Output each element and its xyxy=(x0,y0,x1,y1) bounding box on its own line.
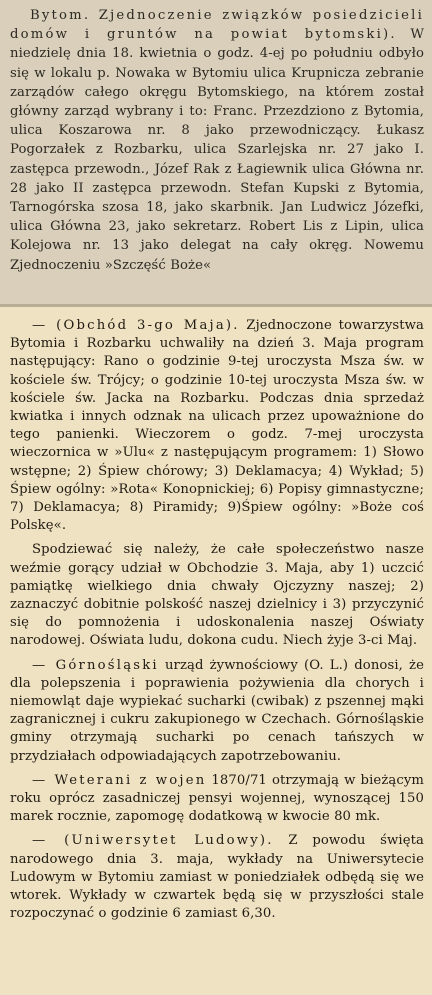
article-lead: Bytom. Zjednoczenie związków posiedzicieli domów i gruntów na powiat bytomski). xyxy=(10,8,424,43)
article-lead: — Górnośląski xyxy=(32,657,159,673)
article-may-3-appeal xyxy=(10,541,424,650)
article-lead: — Weterani z wojen xyxy=(32,772,207,788)
article-lead: — (Uniwersytet Ludowy). xyxy=(32,833,274,849)
clipping-bytom-union xyxy=(0,0,432,307)
article-body: 1870/71 otrzymają w bieżącym roku oprócz zasadniczej pensyi wojennej, wynoszącej 150 marek rocznie, zapomogę dodatkową w kwocie 80 mk. xyxy=(10,772,424,825)
article-body: W niedzielę dnia 18. kwietnia o godz. 4-ej po południu odbyło się w lokalu p. Nowaka w Bytomiu ulica Krupnicza zebranie zarządów całego okręgu Bytomskiego, na którem został główny zarząd wybrany i to: Franc. Przezdziono z Bytomia, ulica Koszarowa nr. 8 jako przewodniczący. Łukasz Pogorzałek z Rozbarku, ulica Szarlejska nr. 27 jako I. zastępca przewodn., Józef Rak z Łagiewnik ulica Główna nr. 28 jako II zastępca przewodn. Stefan Kupski z Bytomia, Tarnogórska szosa 18, jako skarbnik. Jan Ludwicz Józefki, ulica Główna 23, jako sekretarz. Robert Lis z Lipin, ulica Kolejowa nr. 13 jako delegat na cały okręg. Nowemu Zjednoczeniu »Szczęść Boże« xyxy=(10,27,424,273)
article-food-office xyxy=(10,657,424,766)
article-body: urząd żywnościowy (O. L.) donosi, że dla polepszenia i poprawienia pożywienia dla chorych i niemowląt daje wypiekać sucharki (cwibak) z pszennej mąki zagranicznej i cukru zakupionego w Czechach. Górnośląskie gminy otrzymają sucharki po cenach tańszych w przydziałach odpowiadających zapotrzebowaniu. xyxy=(10,657,425,764)
article-body: Z powodu święta narodowego dnia 3. maja, wykłady na Uniwersytecie Ludowym w Bytomiu zamiast w poniedziałek odbędą się we wtorek. Wykłady w czwartek będą się w przyszłości stale rozpoczynać o godzinie 6 zamiast 6,30. xyxy=(10,833,424,922)
article-body: Zjednoczone towarzystwa Bytomia i Rozbarku uchwaliły na dzień 3. Maja program następujący: Rano o godzinie 9-tej uroczysta Msza św. w kościele św. Trójcy; o godzinie 10-tej uroczysta Msza św. w kościele św. Jacka na Rozbarku. Podczas dnia sprzedaż kwiatka i innych odznak na ulicach przez upoważnione do tego panienki. Wieczorem o godz. 7-mej uroczysta wieczornica w »Ulu« z następującym programem: 1) Słowo wstępne; 2) Śpiew chórowy; 3) Deklamacya; 4) Wykład; 5) Śpiew ogólny: »Rota« Konopnickiej; 6) Popisy gimnastyczne; 7) Deklamacya; 8) Piramidy; 9)Śpiew ogólny: »Boże coś Polskę«. xyxy=(10,318,424,534)
article-veterans xyxy=(10,772,424,827)
article-peoples-university xyxy=(10,832,424,923)
article-bytom-union xyxy=(10,6,424,275)
article-lead: — (Obchód 3-go Maja). xyxy=(32,318,240,333)
article-body: Spodziewać się należy, że całe społeczeństwo nasze weźmie gorący udział w Obchodzie 3. Maja, aby 1) uczcić pamiątkę wielkiego dnia chwały Ojczyzny naszej; 2) zaznaczyć dobitnie polskość naszej dzielnicy i 3) przyczynić się do pomnożenia i udoskonalenia naszej Oświaty narodowej. Oświata ludu, dokona cudu. Niech żyje 3-ci Maj. xyxy=(10,542,424,649)
article-may-3-celebration xyxy=(10,317,424,535)
clipping-local-news xyxy=(0,307,432,995)
